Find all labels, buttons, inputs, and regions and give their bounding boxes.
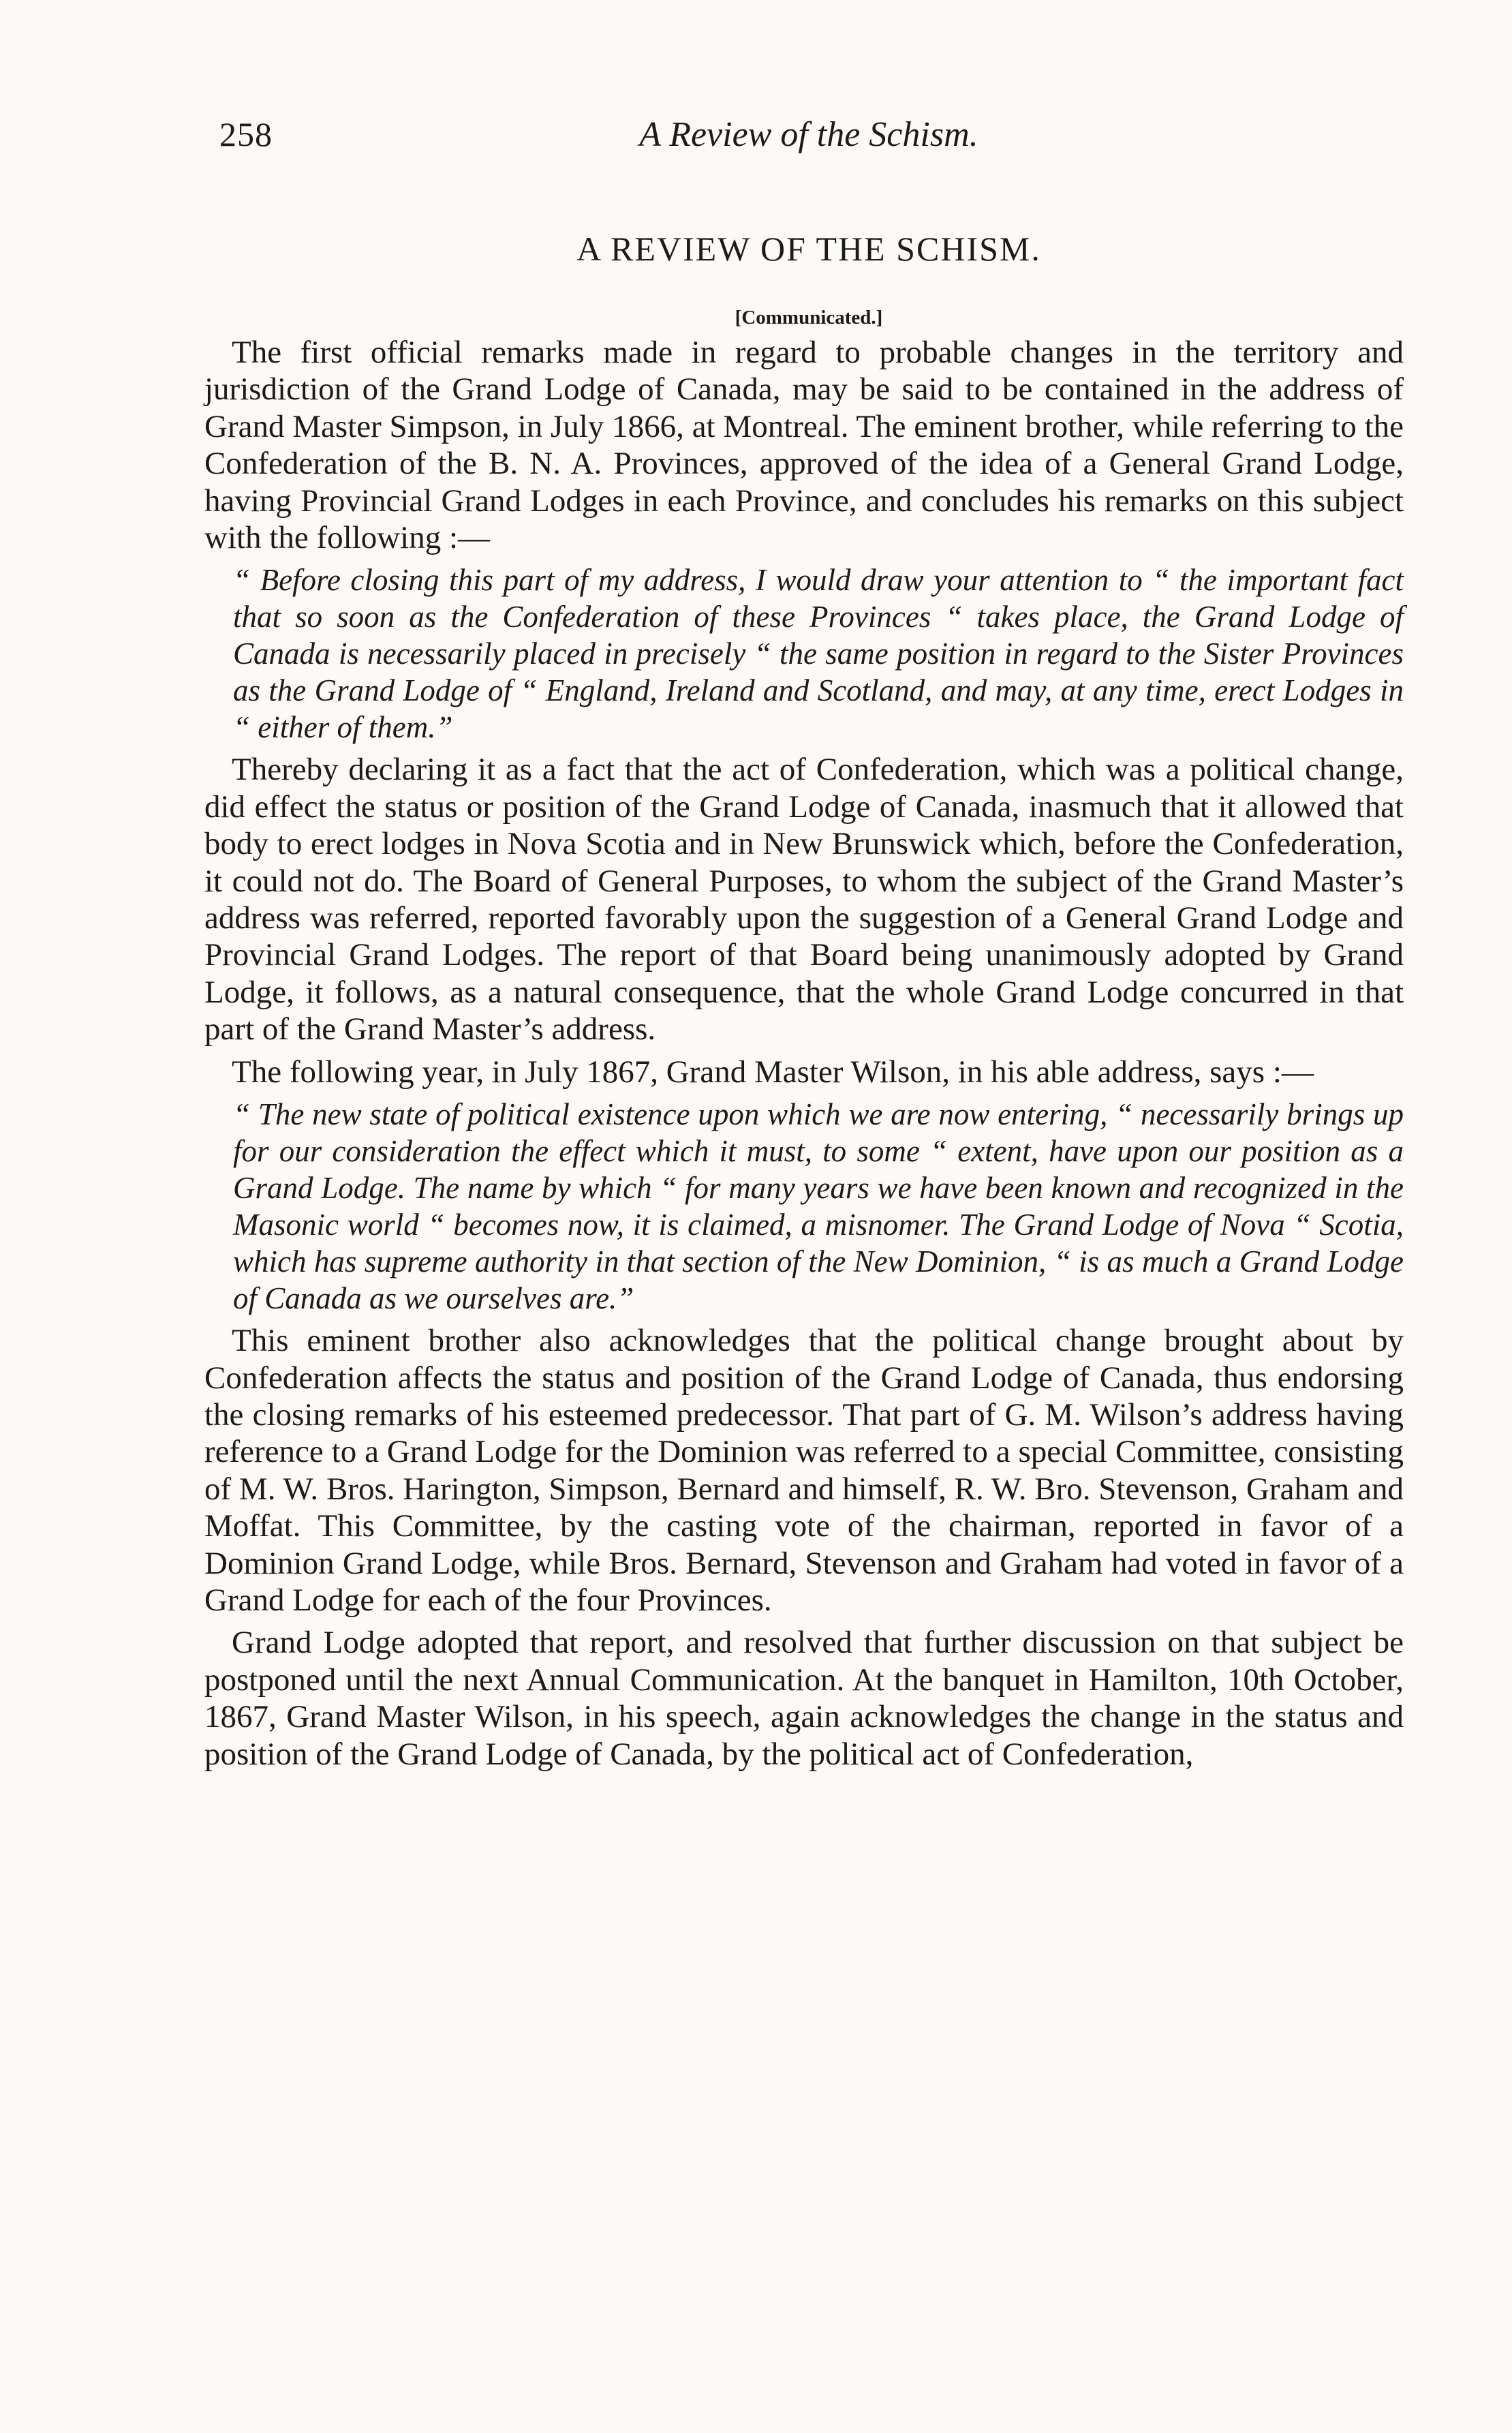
- block-quote: “ The new state of political existence upon which we are now entering, “ necessarily brings up for our consideration the effect which it must, to some “ extent, have upon our position as a Grand Lodge. The name by which “ for many years we have been known and recognized in the Masonic world “ becomes now, it is claimed, a misnomer. The Grand Lodge of Nova “ Scotia, which has supreme authority in that section of the New Dominion, “ is as much a Grand Lodge of Canada as we ourselves are.”: [233, 1097, 1404, 1316]
- paragraph: This eminent brother also acknowledges that the political change brought about by Confederation affects the status and position of the Grand Lodge of Canada, thus endorsing the closing remarks of his esteemed predecessor. That part of G. M. Wilson’s address having reference to a Grand Lodge for the Dominion was referred to a special Committee, consisting of M. W. Bros. Harington, Simpson, Bernard and himself, R. W. Bro. Stevenson, Graham and Moffat. This Committee, by the casting vote of the chairman, reported in favor of a Dominion Grand Lodge, while Bros. Bernard, Stevenson and Graham had voted in favor of a Grand Lodge for each of the four Provinces.: [204, 1323, 1404, 1618]
- page-number: 258: [219, 115, 273, 153]
- block-quote: “ Before closing this part of my address, I would draw your attention to “ the important fact that so soon as the Confederation of these Provinces “ takes place, the Grand Lodge of Canada is necessarily placed in precisely “ the same position in regard to the Sister Provinces as the Grand Lodge of “ England, Ireland and Scotland, and may, at any time, erect Lodges in “ either of them.”: [233, 563, 1404, 745]
- paragraph: Thereby declaring it as a fact that the act of Confederation, which was a political change, did effect the status or position of the Grand Lodge of Canada, inasmuch that it allowed that body to erect lodges in Nova Scotia and in New Brunswick which, before the Confederation, it could not do. The Board of General Purposes, to whom the subject of the Grand Master’s address was referred, reported favorably upon the suggestion of a General Grand Lodge and Provincial Grand Lodges. The report of that Board being unanimously adopted by Grand Lodge, it follows, as a natural consequence, that the whole Grand Lodge concurred in that part of the Grand Master’s address.: [204, 752, 1404, 1047]
- paragraph: The first official remarks made in regard to probable changes in the territory and jurisdiction of the Grand Lodge of Canada, may be said to be contained in the address of Grand Master Simpson, in July 1866, at Montreal. The eminent brother, while referring to the Confederation of the B. N. A. Provinces, approved of the idea of a General Grand Lodge, having Provincial Grand Lodges in each Province, and concludes his remarks on this subject with the following :—: [204, 335, 1404, 556]
- running-title: A Review of the Schism.: [639, 115, 978, 154]
- paragraph: The following year, in July 1867, Grand Master Wilson, in his able address, says :—: [232, 1054, 1314, 1090]
- article-title: A REVIEW OF THE SCHISM.: [576, 230, 1041, 268]
- article-body: [204, 334, 1404, 1778]
- paragraph: Grand Lodge adopted that report, and resolved that further discussion on that subject be postponed until the next Annual Communication. At the banquet in Hamilton, 10th October, 1867, Grand Master Wilson, in his speech, again acknowledges the change in the status and position of the Grand Lodge of Canada, by the political act of Confederation,: [204, 1625, 1404, 1772]
- article-note: [Communicated.]: [735, 307, 883, 328]
- running-head: [219, 114, 1398, 162]
